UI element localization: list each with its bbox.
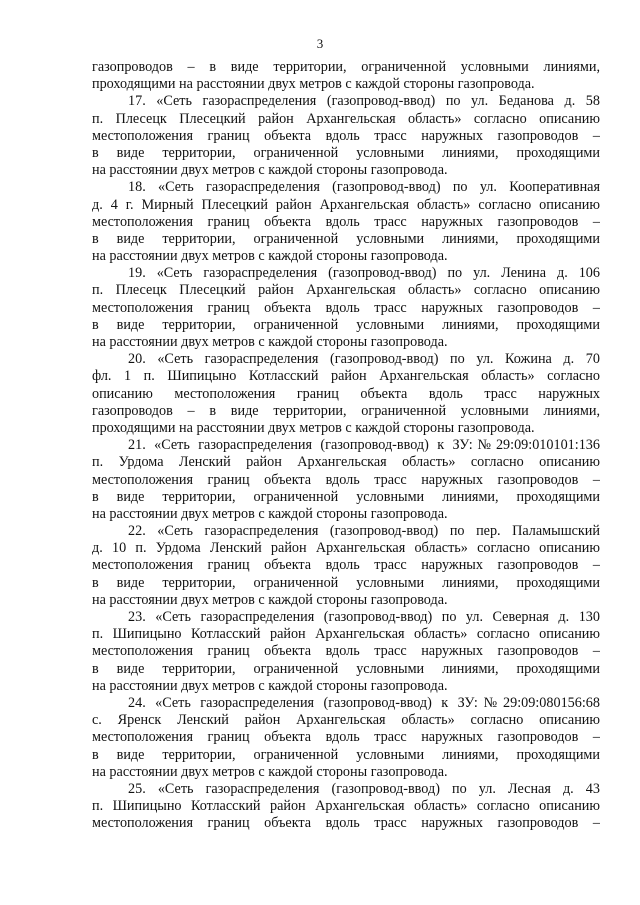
text-line: в виде территории, ограниченной условными линиями, проходящими <box>92 230 600 247</box>
text-line: на расстоянии двух метров с каждой стороны газопровода. <box>92 591 448 608</box>
text-line: 22. «Сеть газораспределения (газопровод-ввод) по пер. Паламышский <box>128 523 600 540</box>
text-line: на расстоянии двух метров с каждой стороны газопровода. <box>92 248 448 265</box>
text-line: местоположения границ объекта вдоль трасс наружных газопроводов – <box>92 299 600 316</box>
text-line: газопроводов – в виде территории, ограниченной условными линиями, <box>92 59 600 75</box>
text-line: п. Шипицыно Котласский район Архангельская область» согласно описанию <box>92 798 600 815</box>
text-line: п. Шипицыно Котласский район Архангельская область» согласно описанию <box>92 626 600 643</box>
text-line: 17. «Сеть газораспределения (газопровод-ввод) по ул. Беданова д. 58 <box>128 93 600 110</box>
text-line: 23. «Сеть газораспределения (газопровод-ввод) по ул. Северная д. 130 <box>128 609 600 625</box>
page-number: 3 <box>316 36 324 51</box>
document-body <box>92 59 600 832</box>
text-line: в виде территории, ограниченной условными линиями, проходящими <box>92 746 600 763</box>
text-line: п. Плесецк Плесецкий район Архангельская область» согласно описанию <box>92 110 600 127</box>
text-line: в виде территории, ограниченной условными линиями, проходящими <box>92 144 600 161</box>
text-line: на расстоянии двух метров с каждой стороны газопровода. <box>92 505 448 522</box>
text-line: местоположения границ объекта вдоль трасс наружных газопроводов – <box>92 729 600 746</box>
text-line: 25. «Сеть газораспределения (газопровод-ввод) по ул. Лесная д. 43 <box>128 780 600 797</box>
text-line: в виде территории, ограниченной условными линиями, проходящими <box>92 574 600 591</box>
text-line: 20. «Сеть газораспределения (газопровод-ввод) по ул. Кожина д. 70 <box>128 351 600 368</box>
text-line: проходящими на расстоянии двух метров с каждой стороны газопровода. <box>92 419 535 436</box>
text-line: на расстоянии двух метров с каждой стороны газопровода. <box>92 334 448 350</box>
text-line: п. Урдома Ленский район Архангельская область» согласно описанию <box>92 454 600 471</box>
text-line: в виде территории, ограниченной условными линиями, проходящими <box>92 660 600 677</box>
text-line: проходящими на расстоянии двух метров с каждой стороны газопровода. <box>92 76 535 93</box>
text-line: местоположения границ объекта вдоль трасс наружных газопроводов – <box>92 127 600 144</box>
text-line: на расстоянии двух метров с каждой стороны газопровода. <box>92 763 448 780</box>
text-line: местоположения границ объекта вдоль трасс наружных газопроводов – <box>92 643 600 660</box>
text-line: описанию местоположения границ объекта вдоль трасс наружных <box>92 385 600 402</box>
text-line: местоположения границ объекта вдоль трасс наружных газопроводов – <box>92 815 600 832</box>
text-line: местоположения границ объекта вдоль трасс наружных газопроводов – <box>92 471 600 488</box>
text-line: фл. 1 п. Шипицыно Котласский район Архангельская область» согласно <box>92 368 600 385</box>
text-line: д. 10 п. Урдома Ленский район Архангельская область» согласно описанию <box>92 540 600 557</box>
text-line: 21. «Сеть газораспределения (газопровод-ввод) к ЗУ:№29:09:010101:136 <box>128 437 600 454</box>
text-line: на расстоянии двух метров с каждой стороны газопровода. <box>92 677 448 694</box>
text-line: на расстоянии двух метров с каждой стороны газопровода. <box>92 162 448 179</box>
text-line: 19. «Сеть газораспределения (газопровод-ввод) по ул. Ленина д. 106 <box>128 265 600 282</box>
text-line: д. 4 г. Мирный Плесецкий район Архангельская область» согласно описанию <box>92 196 600 213</box>
text-line: в виде территории, ограниченной условными линиями, проходящими <box>92 488 600 505</box>
text-line: в виде территории, ограниченной условными линиями, проходящими <box>92 316 600 333</box>
text-line: п. Плесецк Плесецкий район Архангельская область» согласно описанию <box>92 282 600 299</box>
text-line: с. Яренск Ленский район Архангельская область» согласно описанию <box>92 712 600 729</box>
text-line: 18. «Сеть газораспределения (газопровод-ввод) по ул. Кооперативная <box>128 179 600 196</box>
text-line: местоположения границ объекта вдоль трасс наружных газопроводов – <box>92 213 600 230</box>
text-line: газопроводов – в виде территории, ограниченной условными линиями, <box>92 402 600 419</box>
text-line: местоположения границ объекта вдоль трасс наружных газопроводов – <box>92 557 600 574</box>
text-line: 24. «Сеть газораспределения (газопровод-ввод) к ЗУ:№29:09:080156:68 <box>128 694 600 711</box>
